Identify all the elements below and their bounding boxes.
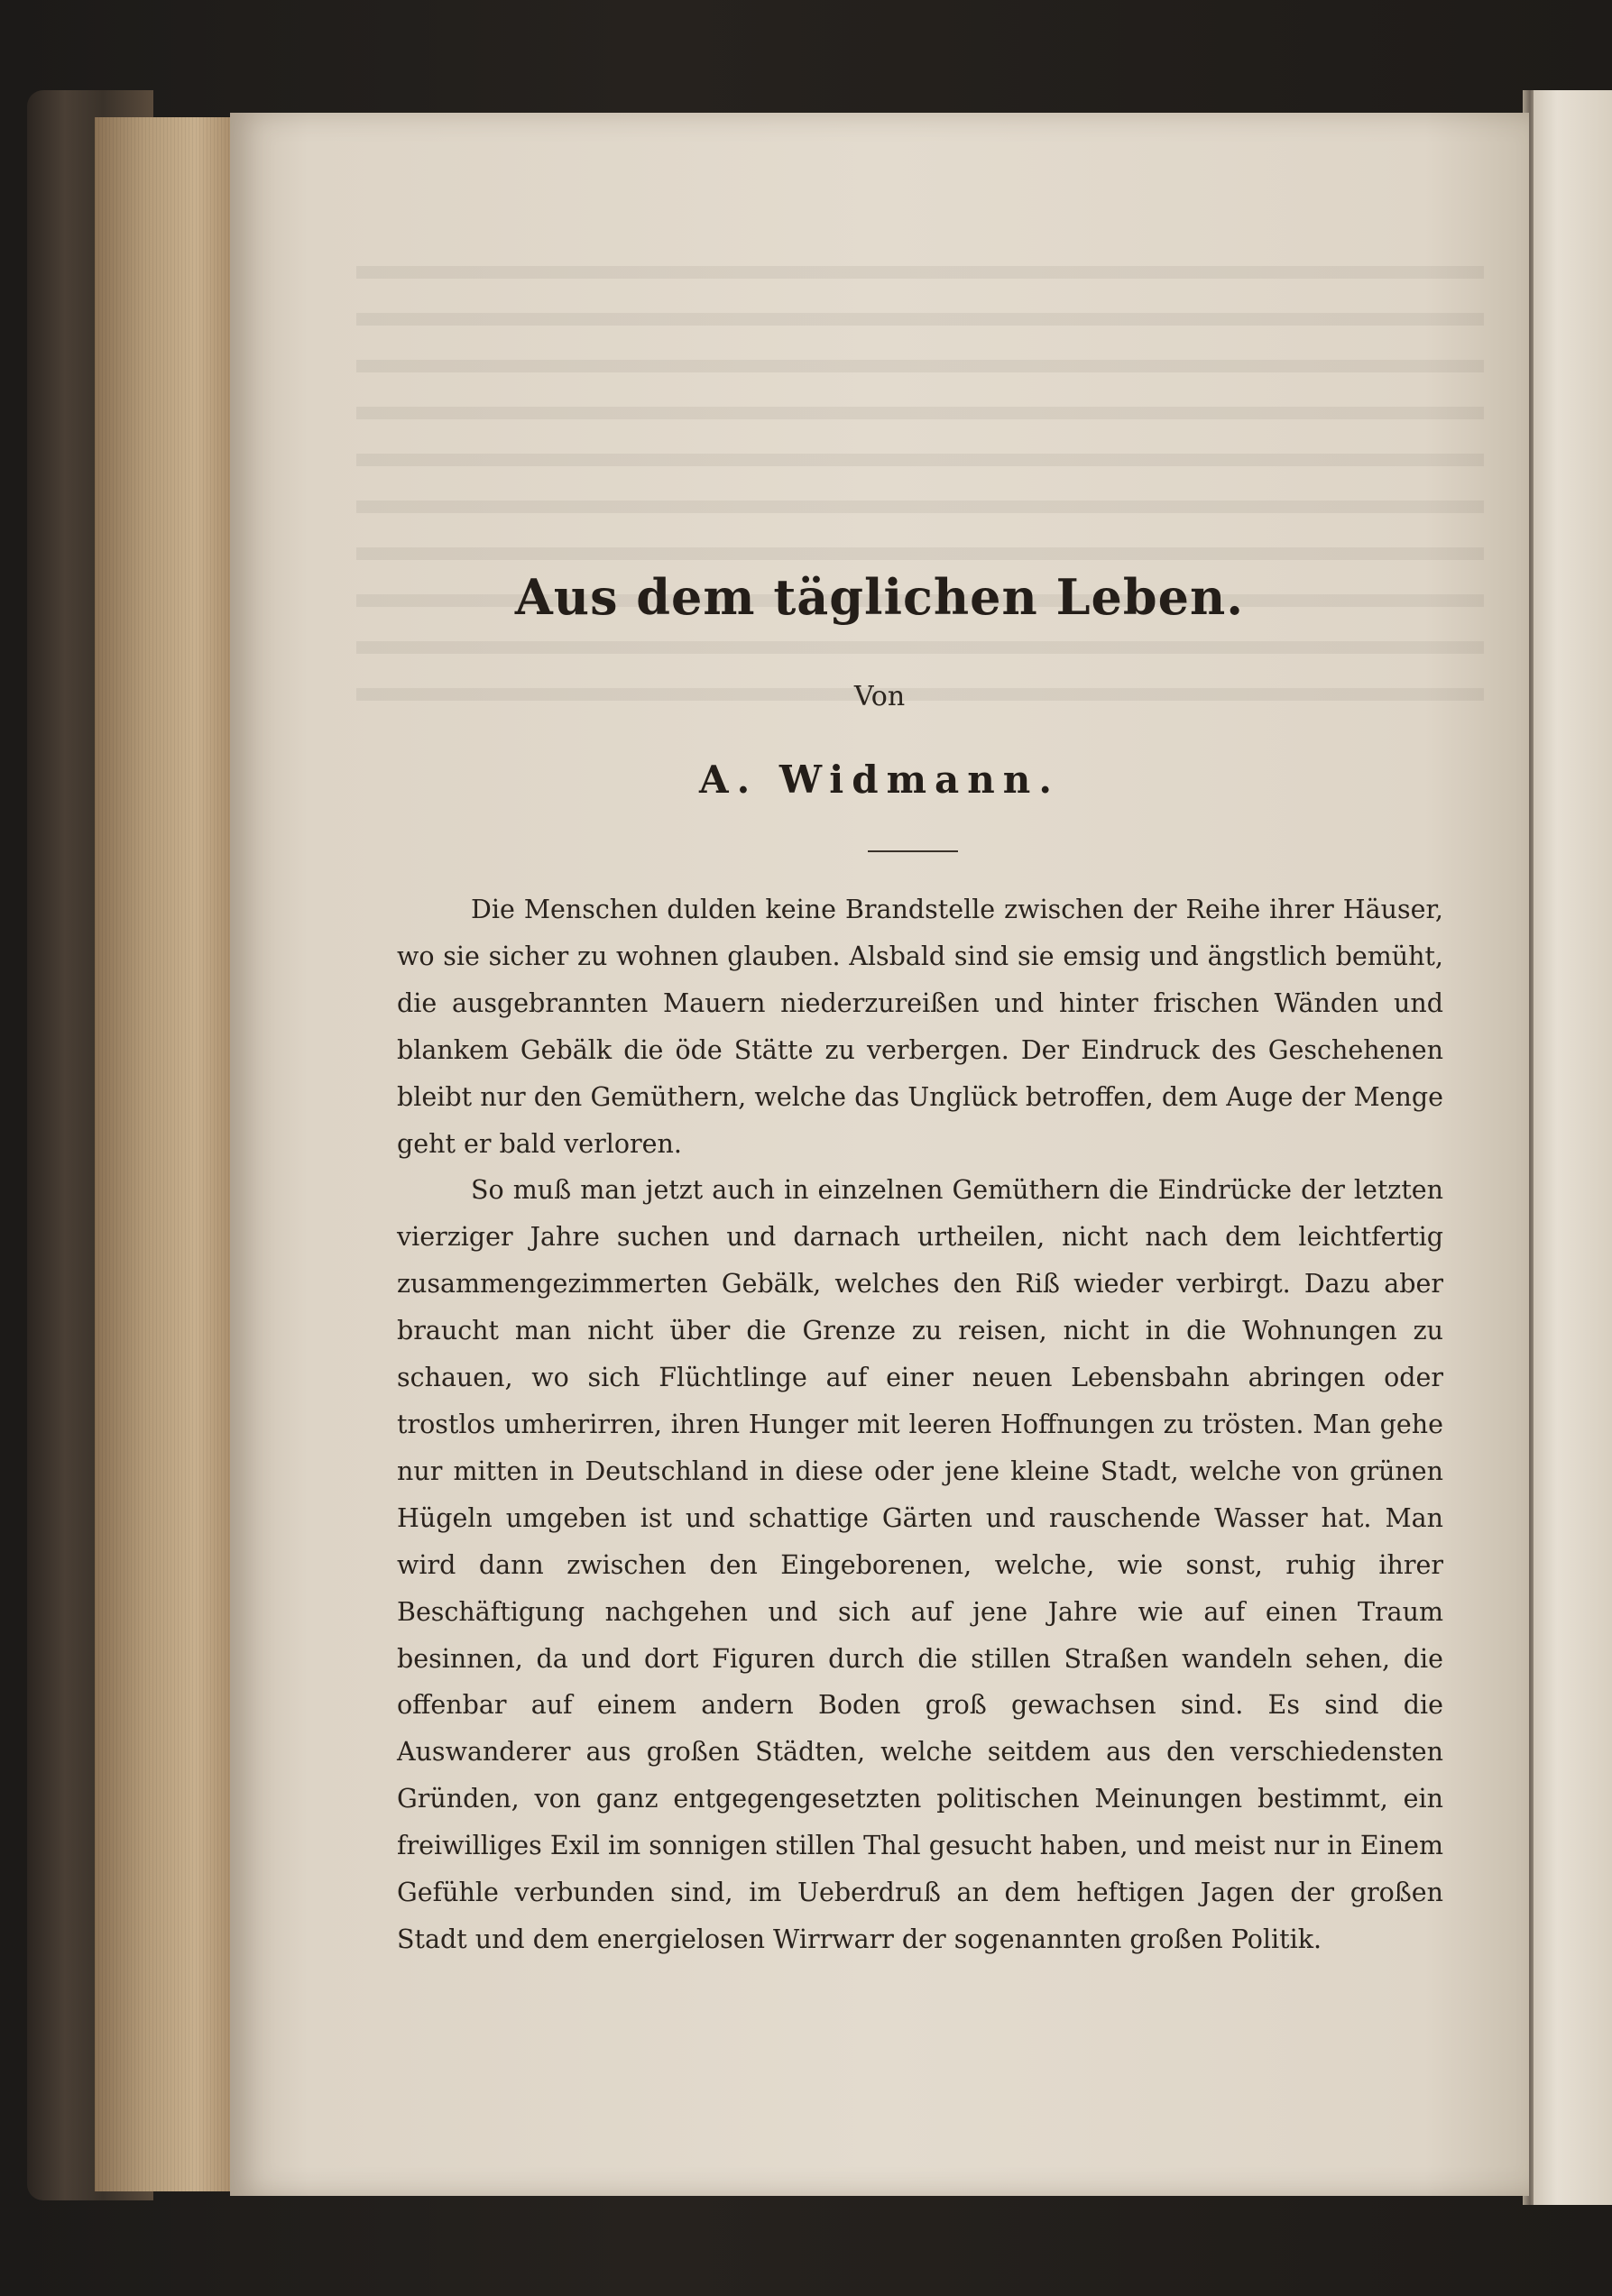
- book-page: [230, 113, 1529, 2196]
- chapter-title: Aus dem täglichen Leben.: [514, 568, 1245, 626]
- paragraph-1: Die Menschen dulden keine Brandstelle zwischen der Reihe ihrer Häuser, wo sie sicher zu wohnen glauben. Alsbald sind sie emsig und ängstlich bemüht, die ausgebrannten Mauern niederzureißen und hinter frischen Wänden und blankem Gebälk die öde Stätte zu verbergen. Der Eindruck des Geschehenen bleibt nur den Gemüthern, welche das Unglück betroffen, dem Auge der Menge geht er bald verloren.: [397, 895, 1443, 1159]
- byline-von: Von: [853, 681, 906, 712]
- show-through-text: [356, 266, 1484, 717]
- title-divider: [868, 850, 958, 852]
- paragraph-2: So muß man jetzt auch in einzelnen Gemüthern die Eindrücke der letzten vierziger Jahre suchen und darnach urtheilen, nicht nach dem leichtfertig zusammengezimmerten Gebälk, welches den Riß wieder verbirgt. Dazu aber braucht man nicht über die Grenze zu reisen, nicht in die Wohnungen zu schauen, wo sich Flüchtlinge auf einer neuen Lebensbahn abringen oder trostlos umherirren, ihren Hunger mit leeren Hoffnungen zu trösten. Man gehe nur mitten in Deutschland in diese oder jene kleine Stadt, welche von grünen Hügeln umgeben ist und schattige Gärten und rauschende Wasser hat. Man wird dann zwischen den Eingeborenen, welche, wie sonst, ruhig ihrer Beschäftigung nachgehen und sich auf jene Jahre wie auf einen Traum besinnen, da und dort Figuren durch die stillen Straßen wandeln sehen, die offenbar auf einem andern Boden groß gewachsen sind. Es sind die Auswanderer aus großen Städten, welche seitdem aus den verschiedensten Gründen, von ganz entgegengesetzten politischen Meinungen bestimmt, ein freiwilliges Exil im sonnigen stillen Thal gesucht haben, und meist nur in Einem Gefühle verbunden sind, im Ueberdruß an dem heftigen Jagen der großen Stadt und dem energielosen Wirrwarr der sogenannten großen Politik.: [397, 1175, 1443, 1954]
- facing-page-edge: [1534, 90, 1612, 2205]
- author-name: A. Widmann.: [699, 758, 1060, 802]
- page-block-edges: [95, 117, 239, 2191]
- body-text: [397, 886, 1443, 1963]
